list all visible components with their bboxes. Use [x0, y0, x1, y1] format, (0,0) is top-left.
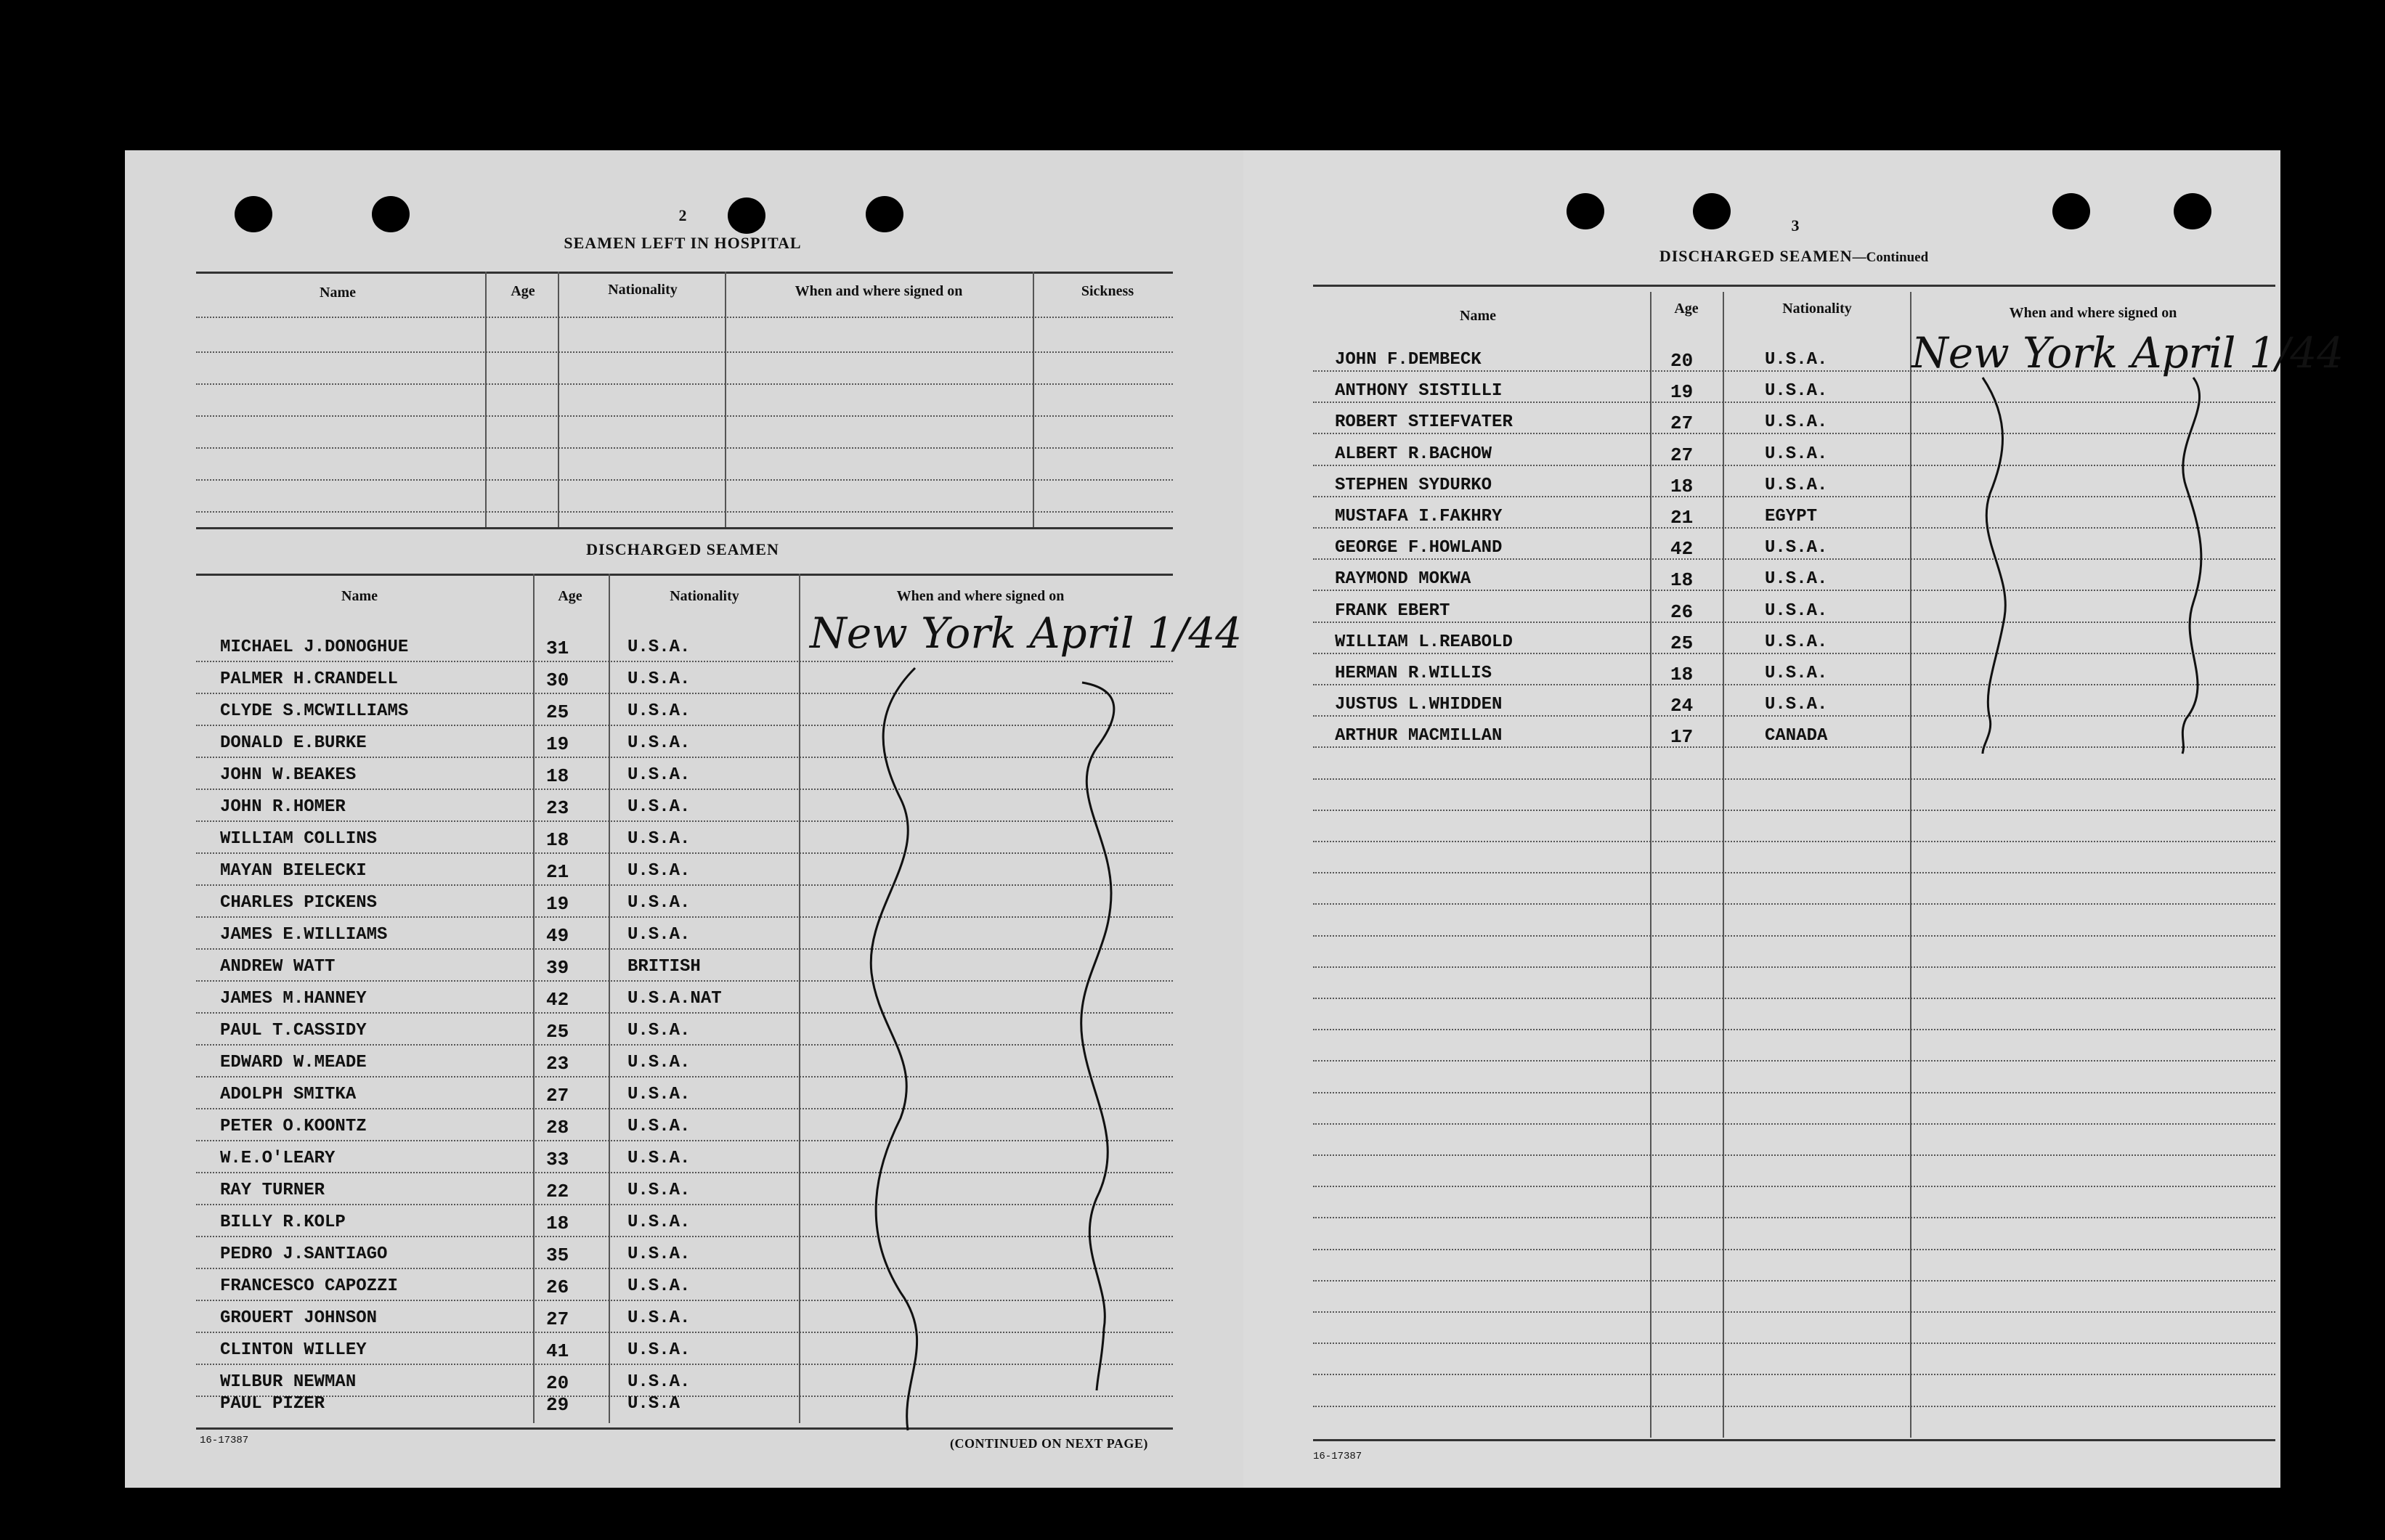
- seaman-nationality: U.S.A.: [627, 765, 691, 785]
- seaman-nationality: U.S.A: [627, 1394, 680, 1414]
- row-rule: [1313, 1029, 2275, 1030]
- seaman-age: 28: [546, 1117, 569, 1138]
- seaman-age: 27: [546, 1308, 569, 1330]
- row-rule: [1313, 1311, 2275, 1313]
- seaman-nationality: U.S.A.: [1765, 476, 1828, 495]
- row-rule: [1313, 1154, 2275, 1156]
- seaman-age: 24: [1670, 695, 1694, 717]
- seaman-nationality: U.S.A.: [1765, 695, 1828, 714]
- seaman-name: JOHN F.DEMBECK: [1335, 350, 1482, 370]
- seaman-name: ANTHONY SISTILLI: [1335, 381, 1503, 401]
- seaman-age: 20: [546, 1372, 569, 1394]
- seaman-nationality: U.S.A.: [627, 669, 691, 689]
- seaman-age: 18: [546, 829, 569, 851]
- seaman-nationality: U.S.A.: [1765, 381, 1828, 401]
- seaman-age: 25: [546, 1021, 569, 1043]
- seaman-nationality: CANADA: [1765, 726, 1828, 746]
- row-rule: [196, 948, 1173, 950]
- seaman-nationality: U.S.A.: [627, 861, 691, 881]
- seaman-name: JAMES M.HANNEY: [220, 989, 367, 1009]
- seaman-name: WILBUR NEWMAN: [220, 1372, 357, 1392]
- seaman-age: 31: [546, 637, 569, 659]
- discharged-col-name: Name: [341, 588, 378, 604]
- seaman-nationality: U.S.A.: [627, 733, 691, 753]
- row-rule: [1313, 1123, 2275, 1125]
- seaman-name: W.E.O'LEARY: [220, 1149, 336, 1168]
- seaman-name: WILLIAM L.REABOLD: [1335, 632, 1513, 652]
- row-rule: [1313, 527, 2275, 529]
- binder-hole: [2174, 193, 2211, 229]
- row-rule: [196, 661, 1173, 662]
- seaman-nationality: U.S.A.: [627, 893, 691, 913]
- row-rule: [196, 1236, 1173, 1237]
- seaman-age: 29: [546, 1394, 569, 1416]
- right-col-nationality: Nationality: [1782, 301, 1852, 317]
- seaman-age: 26: [546, 1276, 569, 1298]
- binder-hole: [866, 196, 903, 232]
- row-rule: [1313, 1374, 2275, 1375]
- seaman-nationality: U.S.A.: [627, 797, 691, 817]
- row-rule: [1313, 903, 2275, 905]
- seaman-age: 19: [1670, 381, 1694, 403]
- seaman-name: JUSTUS L.WHIDDEN: [1335, 695, 1503, 714]
- seaman-age: 30: [546, 669, 569, 691]
- row-rule: [1313, 1060, 2275, 1062]
- seaman-age: 49: [546, 925, 569, 947]
- seaman-nationality: U.S.A.: [627, 1340, 691, 1360]
- binder-hole: [372, 196, 410, 232]
- row-rule: [196, 693, 1173, 694]
- binder-hole: [1567, 193, 1604, 229]
- seaman-nationality: U.S.A.: [627, 1308, 691, 1328]
- row-rule: [1313, 1186, 2275, 1187]
- seaman-name: CLYDE S.MCWILLIAMS: [220, 701, 409, 721]
- row-rule: [196, 1044, 1173, 1046]
- row-rule: [1313, 1343, 2275, 1344]
- ditto-squiggle: [1961, 378, 2026, 755]
- seaman-age: 25: [546, 701, 569, 723]
- row-rule: [196, 1172, 1173, 1173]
- seaman-nationality: U.S.A.: [627, 1181, 691, 1200]
- row-rule: [196, 820, 1173, 822]
- seaman-name: STEPHEN SYDURKO: [1335, 476, 1492, 495]
- seaman-age: 26: [1670, 601, 1694, 623]
- seaman-name: EDWARD W.MEADE: [220, 1053, 367, 1072]
- row-rule: [196, 1204, 1173, 1205]
- row-rule: [196, 980, 1173, 982]
- seaman-nationality: U.S.A.: [627, 925, 691, 945]
- seaman-name: MAYAN BIELECKI: [220, 861, 367, 881]
- seaman-nationality: U.S.A.: [627, 637, 691, 657]
- row-rule: [1313, 1249, 2275, 1250]
- row-rule: [1313, 590, 2275, 591]
- row-rule: [1313, 715, 2275, 717]
- seaman-name: GROUERT JOHNSON: [220, 1308, 378, 1328]
- discharged-continued-title: [1576, 247, 2012, 266]
- seaman-nationality: U.S.A.: [627, 1021, 691, 1040]
- seaman-age: 33: [546, 1149, 569, 1170]
- row-rule: [1313, 746, 2275, 748]
- seaman-name: CHARLES PICKENS: [220, 893, 378, 913]
- ditto-squiggle: [2171, 378, 2237, 755]
- seaman-age: 18: [1670, 569, 1694, 591]
- seaman-name: WILLIAM COLLINS: [220, 829, 378, 849]
- row-rule: [196, 757, 1173, 758]
- seaman-name: FRANCESCO CAPOZZI: [220, 1276, 398, 1296]
- discharged-col-nationality: Nationality: [670, 588, 739, 604]
- row-rule: [196, 725, 1173, 726]
- seaman-age: 27: [1670, 444, 1694, 466]
- page-number: 2: [678, 206, 687, 224]
- seaman-nationality: U.S.A.: [1765, 664, 1828, 683]
- row-rule: [1313, 684, 2275, 685]
- row-rule: [1313, 1217, 2275, 1218]
- row-rule: [1313, 653, 2275, 654]
- seaman-age: 17: [1670, 726, 1694, 748]
- row-rule: [1313, 433, 2275, 434]
- row-rule: [1313, 558, 2275, 560]
- seaman-age: 27: [1670, 412, 1694, 434]
- discharged-col-age: Age: [558, 588, 582, 604]
- row-rule: [1313, 1280, 2275, 1282]
- row-rule: [1313, 841, 2275, 842]
- row-rule: [1313, 872, 2275, 873]
- continued-note: (CONTINUED ON NEXT PAGE): [950, 1436, 1148, 1451]
- row-rule: [196, 1300, 1173, 1301]
- row-rule: [196, 1108, 1173, 1109]
- seaman-age: 18: [1670, 664, 1694, 685]
- seaman-nationality: U.S.A.: [627, 1085, 691, 1104]
- page-number: 3: [1791, 216, 1800, 235]
- seaman-age: 21: [1670, 507, 1694, 529]
- seaman-nationality: U.S.A.: [627, 1053, 691, 1072]
- handwritten-signed-on: New York April 1/44: [1911, 328, 2344, 378]
- row-rule: [1313, 1406, 2275, 1407]
- seaman-nationality: U.S.A.: [627, 1149, 691, 1168]
- row-rule: [1313, 935, 2275, 937]
- right-col-signed-on: When and where signed on: [2009, 305, 2177, 321]
- seaman-age: 18: [1670, 476, 1694, 497]
- seaman-nationality: U.S.A.: [627, 1372, 691, 1392]
- row-rule: [196, 852, 1173, 854]
- seaman-name: ANDREW WATT: [220, 957, 336, 977]
- seaman-name: BILLY R.KOLP: [220, 1213, 346, 1232]
- seaman-age: 22: [546, 1181, 569, 1202]
- seaman-nationality: U.S.A.: [1765, 569, 1828, 589]
- seaman-name: RAY TURNER: [220, 1181, 325, 1200]
- hospital-col-name: Name: [320, 285, 356, 301]
- seaman-name: GEORGE F.HOWLAND: [1335, 538, 1503, 558]
- seaman-name: HERMAN R.WILLIS: [1335, 664, 1492, 683]
- seaman-nationality: U.S.A.NAT: [627, 989, 722, 1009]
- row-rule: [196, 1396, 1173, 1397]
- binder-hole: [2052, 193, 2090, 229]
- row-rule: [196, 916, 1173, 918]
- row-rule: [196, 1268, 1173, 1269]
- seaman-name: ROBERT STIEFVATER: [1335, 412, 1513, 432]
- seaman-nationality: U.S.A.: [627, 701, 691, 721]
- seaman-age: 41: [546, 1340, 569, 1362]
- seaman-age: 20: [1670, 350, 1694, 372]
- seaman-name: PETER O.KOONTZ: [220, 1117, 367, 1136]
- binder-hole: [235, 196, 272, 232]
- seaman-name: PAUL PIZER: [220, 1394, 325, 1414]
- right-col-age: Age: [1674, 301, 1699, 317]
- row-rule: [1313, 496, 2275, 497]
- seaman-nationality: U.S.A.: [627, 1213, 691, 1232]
- ditto-squiggle: [1068, 675, 1155, 1394]
- seaman-age: 21: [546, 861, 569, 883]
- seaman-name: MUSTAFA I.FAKHRY: [1335, 507, 1503, 526]
- row-rule: [1313, 778, 2275, 780]
- row-rule: [196, 1364, 1173, 1365]
- row-rule: [1313, 402, 2275, 403]
- seaman-name: MICHAEL J.DONOGHUE: [220, 637, 409, 657]
- seaman-nationality: U.S.A.: [1765, 444, 1828, 464]
- row-rule: [1313, 998, 2275, 999]
- seaman-age: 27: [546, 1085, 569, 1107]
- seaman-age: 25: [1670, 632, 1694, 654]
- title-suffix: —Continued: [1852, 250, 1929, 265]
- seaman-nationality: EGYPT: [1765, 507, 1818, 526]
- binder-hole: [1693, 193, 1731, 229]
- seaman-name: FRANK EBERT: [1335, 601, 1450, 621]
- seaman-name: ADOLPH SMITKA: [220, 1085, 357, 1104]
- seaman-age: 19: [546, 733, 569, 755]
- hospital-col-nationality: Nationality: [608, 282, 678, 298]
- row-rule: [196, 1076, 1173, 1077]
- seaman-nationality: U.S.A.: [627, 1276, 691, 1296]
- seaman-age: 23: [546, 1053, 569, 1075]
- seaman-nationality: U.S.A.: [1765, 350, 1828, 370]
- seaman-name: JAMES E.WILLIAMS: [220, 925, 388, 945]
- seaman-name: PAUL T.CASSIDY: [220, 1021, 367, 1040]
- row-rule: [1313, 622, 2275, 623]
- seaman-name: JOHN W.BEAKES: [220, 765, 357, 785]
- seaman-name: RAYMOND MOKWA: [1335, 569, 1471, 589]
- seaman-nationality: U.S.A.: [627, 829, 691, 849]
- hospital-col-signed-on: When and where signed on: [795, 283, 963, 299]
- seaman-name: PEDRO J.SANTIAGO: [220, 1244, 388, 1264]
- seaman-name: JOHN R.HOMER: [220, 797, 346, 817]
- seaman-age: 23: [546, 797, 569, 819]
- seaman-age: 18: [546, 765, 569, 787]
- ditto-squiggle: [857, 668, 951, 1438]
- row-rule: [196, 884, 1173, 886]
- seaman-nationality: U.S.A.: [627, 1244, 691, 1264]
- row-rule: [196, 1012, 1173, 1014]
- seaman-name: ARTHUR MACMILLAN: [1335, 726, 1503, 746]
- seaman-age: 42: [546, 989, 569, 1011]
- seaman-name: CLINTON WILLEY: [220, 1340, 367, 1360]
- right-col-name: Name: [1460, 308, 1496, 324]
- seaman-age: 35: [546, 1244, 569, 1266]
- row-rule: [1313, 465, 2275, 466]
- seaman-nationality: U.S.A.: [1765, 632, 1828, 652]
- form-code: 16-17387: [200, 1435, 249, 1446]
- hospital-col-sickness: Sickness: [1081, 283, 1134, 299]
- seaman-nationality: BRITISH: [627, 957, 701, 977]
- seaman-nationality: U.S.A.: [1765, 412, 1828, 432]
- hospital-col-age: Age: [511, 283, 535, 299]
- row-rule: [1313, 966, 2275, 968]
- seaman-name: PALMER H.CRANDELL: [220, 669, 398, 689]
- seaman-age: 39: [546, 957, 569, 979]
- handwritten-signed-on: New York April 1/44: [810, 608, 1243, 658]
- seaman-nationality: U.S.A.: [627, 1117, 691, 1136]
- discharged-section-title: DISCHARGED SEAMEN: [586, 540, 779, 558]
- binder-hole: [728, 197, 765, 234]
- title-text: DISCHARGED SEAMEN: [1659, 247, 1853, 265]
- seaman-age: 19: [546, 893, 569, 915]
- hospital-section-title: SEAMEN LEFT IN HOSPITAL: [564, 234, 802, 252]
- seaman-age: 42: [1670, 538, 1694, 560]
- discharged-col-signed-on: When and where signed on: [896, 588, 1065, 604]
- row-rule: [196, 1140, 1173, 1141]
- seaman-name: ALBERT R.BACHOW: [1335, 444, 1492, 464]
- seaman-nationality: U.S.A.: [1765, 601, 1828, 621]
- row-rule: [1313, 1092, 2275, 1093]
- seaman-nationality: U.S.A.: [1765, 538, 1828, 558]
- form-code: 16-17387: [1313, 1451, 1362, 1462]
- row-rule: [196, 789, 1173, 790]
- seaman-age: 18: [546, 1213, 569, 1234]
- row-rule: [1313, 810, 2275, 811]
- row-rule: [196, 1332, 1173, 1333]
- seaman-name: DONALD E.BURKE: [220, 733, 367, 753]
